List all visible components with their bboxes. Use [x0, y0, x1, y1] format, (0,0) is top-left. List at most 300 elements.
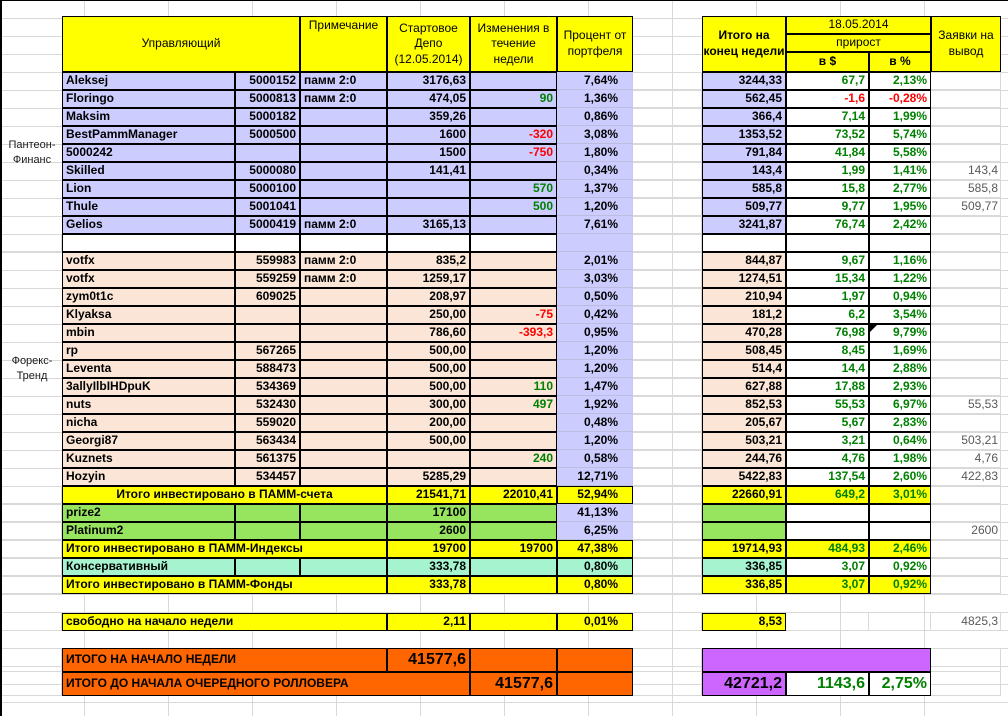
portfolio-pct-cell[interactable]: 1,37% — [557, 180, 633, 198]
note-cell[interactable] — [300, 198, 387, 216]
total-end-week-cell[interactable]: 1274,51 — [702, 270, 786, 288]
week-change-cell[interactable] — [470, 468, 557, 486]
account-number-cell[interactable]: 561375 — [235, 450, 300, 468]
manager-name-cell[interactable]: Gelios — [62, 216, 235, 234]
header-note[interactable]: Примечание — [300, 16, 387, 72]
withdraw-cell[interactable] — [931, 72, 1001, 90]
total-end-week-cell[interactable]: 22660,91 — [702, 486, 786, 504]
account-number-cell[interactable]: 5000152 — [235, 72, 300, 90]
total-start-label-cell[interactable]: ИТОГО НА НАЧАЛО НЕДЕЛИ — [62, 648, 387, 672]
note-cell[interactable]: памм 2:0 — [300, 252, 387, 270]
portfolio-pct-cell[interactable]: 1,47% — [557, 378, 633, 396]
week-change-cell[interactable] — [470, 342, 557, 360]
withdraw-cell[interactable]: 509,77 — [931, 198, 1001, 216]
portfolio-pct-cell[interactable]: 1,36% — [557, 90, 633, 108]
gain-pct-cell[interactable]: 2,77% — [869, 180, 931, 198]
total-end-week-cell[interactable]: 366,4 — [702, 108, 786, 126]
note-cell[interactable]: памм 2:0 — [300, 72, 387, 90]
week-change-cell[interactable] — [470, 360, 557, 378]
withdraw-cell[interactable] — [931, 324, 1001, 342]
note-cell[interactable] — [300, 324, 387, 342]
final-gain-usd-cell[interactable]: 1143,6 — [786, 672, 869, 696]
start-depo-cell[interactable]: 250,00 — [387, 306, 470, 324]
gain-pct-cell[interactable]: 6,97% — [869, 396, 931, 414]
note-cell[interactable] — [300, 306, 387, 324]
header-week-changes[interactable]: Изменения в течение недели — [470, 16, 557, 72]
gain-usd-cell[interactable]: 17,88 — [786, 378, 869, 396]
withdraw-cell[interactable] — [931, 576, 1001, 594]
total-end-week-cell[interactable]: 508,45 — [702, 342, 786, 360]
manager-name-cell[interactable]: votfx — [62, 270, 235, 288]
gain-pct-cell[interactable]: 1,69% — [869, 342, 931, 360]
gain-pct-cell[interactable]: 2,42% — [869, 216, 931, 234]
start-depo-cell[interactable]: 5285,29 — [387, 468, 470, 486]
gain-pct-cell[interactable]: 5,58% — [869, 144, 931, 162]
note-cell[interactable] — [300, 396, 387, 414]
start-depo-cell[interactable]: 786,60 — [387, 324, 470, 342]
total-end-week-cell[interactable]: 181,2 — [702, 306, 786, 324]
gain-usd-cell[interactable]: 1,97 — [786, 288, 869, 306]
summary-label-cell[interactable]: Итого инвестировано в ПАММ-счета — [62, 486, 387, 504]
gain-usd-cell[interactable]: 15,8 — [786, 180, 869, 198]
summary-label-cell[interactable]: Итого инвестировано в ПАММ-Фонды — [62, 576, 387, 594]
note-cell[interactable] — [300, 360, 387, 378]
week-change-cell[interactable] — [470, 108, 557, 126]
note-cell[interactable] — [300, 504, 387, 522]
total-end-week-cell[interactable]: 470,28 — [702, 324, 786, 342]
header-date[interactable]: 18.05.2014 — [786, 16, 931, 34]
withdraw-cell[interactable]: 422,83 — [931, 468, 1001, 486]
account-number-cell[interactable]: 567265 — [235, 342, 300, 360]
empty-cell[interactable] — [702, 234, 786, 252]
gain-usd-cell[interactable] — [786, 522, 869, 540]
start-depo-cell[interactable]: 333,78 — [387, 558, 470, 576]
portfolio-pct-cell[interactable]: 0,48% — [557, 414, 633, 432]
gain-pct-cell[interactable]: 2,83% — [869, 414, 931, 432]
note-cell[interactable] — [300, 558, 387, 576]
week-change-cell[interactable]: 22010,41 — [470, 486, 557, 504]
withdraw-cell[interactable] — [931, 270, 1001, 288]
withdraw-cell[interactable]: 143,4 — [931, 162, 1001, 180]
portfolio-pct-cell[interactable]: 47,38% — [557, 540, 633, 558]
account-number-cell[interactable] — [235, 144, 300, 162]
total-end-week-cell[interactable]: 3241,87 — [702, 216, 786, 234]
total-end-week-cell[interactable]: 585,8 — [702, 180, 786, 198]
portfolio-pct-cell[interactable] — [557, 234, 633, 252]
portfolio-pct-cell[interactable]: 41,13% — [557, 504, 633, 522]
free-label-cell[interactable]: свободно на начало недели — [62, 613, 387, 631]
gain-pct-cell[interactable]: 2,46% — [869, 540, 931, 558]
start-depo-cell[interactable]: 300,00 — [387, 396, 470, 414]
gain-pct-cell[interactable]: 3,01% — [869, 486, 931, 504]
free-depo-cell[interactable]: 2,11 — [387, 613, 470, 631]
gain-pct-cell[interactable]: 2,13% — [869, 72, 931, 90]
header-gain-usd[interactable]: в $ — [786, 52, 869, 72]
manager-name-cell[interactable]: Kuznets — [62, 450, 235, 468]
withdraw-cell[interactable]: 55,53 — [931, 396, 1001, 414]
free-withdraw-cell[interactable]: 4825,3 — [931, 613, 1001, 631]
manager-name-cell[interactable]: zym0t1c — [62, 288, 235, 306]
withdraw-cell[interactable] — [931, 306, 1001, 324]
manager-name-cell[interactable]: Lion — [62, 180, 235, 198]
final-gain-pct-cell[interactable]: 2,75% — [869, 672, 931, 696]
manager-name-cell[interactable]: nuts — [62, 396, 235, 414]
portfolio-pct-cell[interactable]: 1,20% — [557, 432, 633, 450]
start-depo-cell[interactable]: 500,00 — [387, 342, 470, 360]
portfolio-pct-cell[interactable]: 3,03% — [557, 270, 633, 288]
start-depo-cell[interactable]: 500,00 — [387, 360, 470, 378]
portfolio-pct-cell[interactable]: 7,61% — [557, 216, 633, 234]
week-change-cell[interactable] — [470, 216, 557, 234]
start-depo-cell[interactable]: 333,78 — [387, 576, 470, 594]
withdraw-cell[interactable]: 4,76 — [931, 450, 1001, 468]
header-withdraw-requests[interactable]: Заявки на вывод — [931, 16, 1001, 72]
portfolio-pct-cell[interactable]: 1,92% — [557, 396, 633, 414]
total-end-week-cell[interactable]: 844,87 — [702, 252, 786, 270]
rollover-label-cell[interactable]: ИТОГО ДО НАЧАЛА ОЧЕРЕДНОГО РОЛЛОВЕРА — [62, 672, 470, 696]
manager-name-cell[interactable]: Aleksej — [62, 72, 235, 90]
portfolio-pct-cell[interactable]: 7,64% — [557, 72, 633, 90]
header-gain-pct[interactable]: в % — [869, 52, 931, 72]
gain-usd-cell[interactable]: 55,53 — [786, 396, 869, 414]
free-pct-cell[interactable]: 0,01% — [557, 613, 633, 631]
empty-cell[interactable] — [786, 234, 869, 252]
portfolio-pct-cell[interactable]: 52,94% — [557, 486, 633, 504]
week-change-cell[interactable] — [470, 252, 557, 270]
withdraw-cell[interactable] — [931, 126, 1001, 144]
gain-usd-cell[interactable]: 67,7 — [786, 72, 869, 90]
withdraw-cell[interactable] — [931, 288, 1001, 306]
week-change-cell[interactable]: -320 — [470, 126, 557, 144]
total-end-week-cell[interactable]: 5422,83 — [702, 468, 786, 486]
note-cell[interactable] — [300, 144, 387, 162]
account-number-cell[interactable]: 609025 — [235, 288, 300, 306]
account-number-cell[interactable]: 588473 — [235, 360, 300, 378]
withdraw-cell[interactable] — [931, 252, 1001, 270]
gain-usd-cell[interactable]: 73,52 — [786, 126, 869, 144]
gain-usd-cell[interactable]: 41,84 — [786, 144, 869, 162]
portfolio-pct-cell[interactable]: 12,71% — [557, 468, 633, 486]
withdraw-cell[interactable] — [931, 486, 1001, 504]
gain-pct-cell[interactable]: 0,92% — [869, 558, 931, 576]
manager-name-cell[interactable]: BestPammManager — [62, 126, 235, 144]
account-number-cell[interactable] — [235, 558, 300, 576]
gain-pct-cell[interactable]: 1,22% — [869, 270, 931, 288]
week-change-cell[interactable]: 90 — [470, 90, 557, 108]
manager-name-cell[interactable]: Leventa — [62, 360, 235, 378]
week-change-cell[interactable] — [470, 576, 557, 594]
fund-name-cell[interactable]: Platinum2 — [62, 522, 235, 540]
start-depo-cell[interactable]: 17100 — [387, 504, 470, 522]
empty-cell[interactable] — [470, 234, 557, 252]
account-number-cell[interactable]: 5000182 — [235, 108, 300, 126]
account-number-cell[interactable] — [235, 324, 300, 342]
withdraw-cell[interactable]: 585,8 — [931, 180, 1001, 198]
manager-name-cell[interactable]: nicha — [62, 414, 235, 432]
portfolio-pct-cell[interactable]: 1,20% — [557, 342, 633, 360]
final-block-top-cell[interactable] — [702, 648, 931, 672]
gain-pct-cell[interactable] — [869, 504, 931, 522]
week-change-cell[interactable]: 240 — [470, 450, 557, 468]
account-number-cell[interactable]: 534457 — [235, 468, 300, 486]
total-end-week-cell[interactable]: 852,53 — [702, 396, 786, 414]
portfolio-pct-cell[interactable]: 0,58% — [557, 450, 633, 468]
account-number-cell[interactable]: 532430 — [235, 396, 300, 414]
start-depo-cell[interactable]: 835,2 — [387, 252, 470, 270]
start-depo-cell[interactable]: 1600 — [387, 126, 470, 144]
fund-name-cell[interactable]: prize2 — [62, 504, 235, 522]
account-number-cell[interactable]: 534369 — [235, 378, 300, 396]
note-cell[interactable]: памм 2:0 — [300, 270, 387, 288]
start-depo-cell[interactable]: 359,26 — [387, 108, 470, 126]
summary-label-cell[interactable]: Итого инвестировано в ПАММ-Индексы — [62, 540, 387, 558]
gain-usd-cell[interactable]: 484,93 — [786, 540, 869, 558]
account-number-cell[interactable] — [235, 522, 300, 540]
gain-pct-cell[interactable]: 2,60% — [869, 468, 931, 486]
start-depo-cell[interactable] — [387, 198, 470, 216]
start-depo-cell[interactable]: 500,00 — [387, 378, 470, 396]
week-change-cell[interactable]: -75 — [470, 306, 557, 324]
empty-cell[interactable] — [387, 234, 470, 252]
total-end-week-cell[interactable]: 205,67 — [702, 414, 786, 432]
gain-usd-cell[interactable]: 9,67 — [786, 252, 869, 270]
pct-block-cell[interactable] — [557, 672, 633, 696]
gain-usd-cell[interactable]: 15,34 — [786, 270, 869, 288]
gain-usd-cell[interactable]: 649,2 — [786, 486, 869, 504]
portfolio-pct-cell[interactable]: 0,95% — [557, 324, 633, 342]
gain-pct-cell[interactable]: 9,79% — [869, 324, 931, 342]
total-end-week-cell[interactable]: 1353,52 — [702, 126, 786, 144]
gain-pct-cell[interactable]: 1,95% — [869, 198, 931, 216]
portfolio-pct-cell[interactable]: 1,20% — [557, 360, 633, 378]
note-cell[interactable] — [300, 108, 387, 126]
gain-usd-cell[interactable]: 76,98 — [786, 324, 869, 342]
account-number-cell[interactable] — [235, 504, 300, 522]
empty-cell[interactable] — [62, 234, 235, 252]
start-depo-cell[interactable]: 3165,13 — [387, 216, 470, 234]
start-depo-cell[interactable]: 2600 — [387, 522, 470, 540]
account-number-cell[interactable]: 5000419 — [235, 216, 300, 234]
start-depo-cell[interactable]: 141,41 — [387, 162, 470, 180]
start-depo-cell[interactable]: 208,97 — [387, 288, 470, 306]
gain-pct-cell[interactable]: 5,74% — [869, 126, 931, 144]
note-cell[interactable] — [300, 432, 387, 450]
gain-pct-cell[interactable]: 0,92% — [869, 576, 931, 594]
total-end-week-cell[interactable]: 514,4 — [702, 360, 786, 378]
note-cell[interactable] — [300, 288, 387, 306]
header-total-end-week[interactable]: Итого на конец недели — [702, 16, 786, 72]
fund-name-cell[interactable]: Консервативный — [62, 558, 235, 576]
final-total-cell[interactable]: 42721,2 — [702, 672, 786, 696]
note-cell[interactable] — [300, 378, 387, 396]
note-cell[interactable] — [300, 180, 387, 198]
rollover-value-cell[interactable]: 41577,6 — [470, 672, 557, 696]
withdraw-cell[interactable] — [931, 108, 1001, 126]
pct-block-cell[interactable] — [557, 648, 633, 672]
total-end-week-cell[interactable]: 791,84 — [702, 144, 786, 162]
account-number-cell[interactable]: 5000100 — [235, 180, 300, 198]
start-depo-cell[interactable]: 200,00 — [387, 414, 470, 432]
manager-name-cell[interactable]: Maksim — [62, 108, 235, 126]
week-change-cell[interactable] — [470, 270, 557, 288]
portfolio-pct-cell[interactable]: 0,34% — [557, 162, 633, 180]
note-cell[interactable] — [300, 414, 387, 432]
start-depo-cell[interactable]: 474,05 — [387, 90, 470, 108]
manager-name-cell[interactable]: mbin — [62, 324, 235, 342]
week-change-cell[interactable] — [470, 414, 557, 432]
header-start-depo[interactable]: Стартовое Депо (12.05.2014) — [387, 16, 470, 72]
section-label-forex-trend[interactable]: Форекс-Тренд — [11, 355, 53, 382]
manager-name-cell[interactable]: 3allyIlbIHDpuK — [62, 378, 235, 396]
manager-name-cell[interactable]: Georgi87 — [62, 432, 235, 450]
manager-name-cell[interactable]: Klyaksa — [62, 306, 235, 324]
week-change-cell[interactable] — [470, 162, 557, 180]
header-manager[interactable]: Управляющий — [62, 16, 300, 72]
start-depo-cell[interactable]: 3176,63 — [387, 72, 470, 90]
week-change-cell[interactable]: -393,3 — [470, 324, 557, 342]
week-change-cell[interactable]: 570 — [470, 180, 557, 198]
gain-usd-cell[interactable]: -1,6 — [786, 90, 869, 108]
week-change-cell[interactable]: 497 — [470, 396, 557, 414]
account-number-cell[interactable]: 563434 — [235, 432, 300, 450]
gain-pct-cell[interactable]: 2,93% — [869, 378, 931, 396]
account-number-cell[interactable] — [235, 306, 300, 324]
gain-pct-cell[interactable]: 1,16% — [869, 252, 931, 270]
note-cell[interactable]: памм 2:0 — [300, 90, 387, 108]
manager-name-cell[interactable]: 5000242 — [62, 144, 235, 162]
gain-usd-cell[interactable]: 8,45 — [786, 342, 869, 360]
manager-name-cell[interactable]: Thule — [62, 198, 235, 216]
note-cell[interactable] — [300, 162, 387, 180]
note-cell[interactable] — [300, 342, 387, 360]
total-end-week-cell[interactable]: 627,88 — [702, 378, 786, 396]
total-start-value-cell[interactable]: 41577,6 — [387, 648, 470, 672]
gain-usd-cell[interactable] — [786, 504, 869, 522]
total-end-week-cell[interactable]: 336,85 — [702, 558, 786, 576]
week-change-cell[interactable]: 500 — [470, 198, 557, 216]
manager-name-cell[interactable]: Skilled — [62, 162, 235, 180]
empty-cell[interactable] — [470, 648, 557, 672]
total-end-week-cell[interactable]: 244,76 — [702, 450, 786, 468]
portfolio-pct-cell[interactable]: 0,80% — [557, 576, 633, 594]
manager-name-cell[interactable]: Hozyin — [62, 468, 235, 486]
withdraw-cell[interactable] — [931, 216, 1001, 234]
free-total-cell[interactable]: 8,53 — [702, 613, 786, 631]
manager-name-cell[interactable]: rp — [62, 342, 235, 360]
week-change-cell[interactable] — [470, 432, 557, 450]
start-depo-cell[interactable] — [387, 180, 470, 198]
gain-usd-cell[interactable]: 5,67 — [786, 414, 869, 432]
withdraw-cell[interactable] — [931, 414, 1001, 432]
gain-usd-cell[interactable]: 7,14 — [786, 108, 869, 126]
header-gain[interactable]: прирост — [786, 34, 931, 52]
gain-usd-cell[interactable]: 6,2 — [786, 306, 869, 324]
withdraw-cell[interactable] — [931, 144, 1001, 162]
account-number-cell[interactable]: 5000080 — [235, 162, 300, 180]
account-number-cell[interactable]: 559020 — [235, 414, 300, 432]
gain-pct-cell[interactable]: 0,94% — [869, 288, 931, 306]
total-end-week-cell[interactable]: 3244,33 — [702, 72, 786, 90]
note-cell[interactable] — [300, 468, 387, 486]
header-portfolio-pct[interactable]: Процент от портфеля — [557, 16, 633, 72]
account-number-cell[interactable]: 559259 — [235, 270, 300, 288]
withdraw-cell[interactable] — [931, 234, 1001, 252]
withdraw-cell[interactable] — [931, 90, 1001, 108]
withdraw-cell[interactable] — [931, 378, 1001, 396]
note-cell[interactable] — [300, 450, 387, 468]
withdraw-cell[interactable]: 2600 — [931, 522, 1001, 540]
total-end-week-cell[interactable]: 509,77 — [702, 198, 786, 216]
portfolio-pct-cell[interactable]: 1,80% — [557, 144, 633, 162]
week-change-cell[interactable] — [470, 288, 557, 306]
withdraw-cell[interactable] — [931, 558, 1001, 576]
portfolio-pct-cell[interactable]: 0,50% — [557, 288, 633, 306]
total-end-week-cell[interactable]: 210,94 — [702, 288, 786, 306]
total-end-week-cell[interactable] — [702, 522, 786, 540]
empty-cell[interactable] — [869, 234, 931, 252]
section-label-panteon-finans[interactable]: Пантеон-Финанс — [8, 139, 56, 166]
gain-pct-cell[interactable]: 1,98% — [869, 450, 931, 468]
gain-pct-cell[interactable]: 1,41% — [869, 162, 931, 180]
start-depo-cell[interactable]: 21541,71 — [387, 486, 470, 504]
week-change-cell[interactable] — [470, 72, 557, 90]
withdraw-cell[interactable] — [931, 540, 1001, 558]
total-end-week-cell[interactable]: 19714,93 — [702, 540, 786, 558]
gain-usd-cell[interactable]: 3,07 — [786, 558, 869, 576]
gain-pct-cell[interactable]: 0,64% — [869, 432, 931, 450]
empty-cell[interactable] — [235, 234, 300, 252]
portfolio-pct-cell[interactable]: 3,08% — [557, 126, 633, 144]
total-end-week-cell[interactable]: 562,45 — [702, 90, 786, 108]
gain-usd-cell[interactable]: 14,4 — [786, 360, 869, 378]
manager-name-cell[interactable]: Floringo — [62, 90, 235, 108]
free-change-cell[interactable] — [470, 613, 557, 631]
gain-usd-cell[interactable]: 1,99 — [786, 162, 869, 180]
account-number-cell[interactable]: 5000500 — [235, 126, 300, 144]
gain-usd-cell[interactable]: 4,76 — [786, 450, 869, 468]
note-cell[interactable] — [300, 522, 387, 540]
start-depo-cell[interactable]: 500,00 — [387, 432, 470, 450]
portfolio-pct-cell[interactable]: 0,80% — [557, 558, 633, 576]
week-change-cell[interactable]: 110 — [470, 378, 557, 396]
week-change-cell[interactable]: 19700 — [470, 540, 557, 558]
note-cell[interactable]: памм 2:0 — [300, 216, 387, 234]
gain-pct-cell[interactable] — [869, 522, 931, 540]
gain-pct-cell[interactable]: 3,54% — [869, 306, 931, 324]
gain-usd-cell[interactable]: 9,77 — [786, 198, 869, 216]
total-end-week-cell[interactable] — [702, 504, 786, 522]
portfolio-pct-cell[interactable]: 0,42% — [557, 306, 633, 324]
gain-pct-cell[interactable]: 2,88% — [869, 360, 931, 378]
week-change-cell[interactable] — [470, 522, 557, 540]
account-number-cell[interactable]: 5000813 — [235, 90, 300, 108]
total-end-week-cell[interactable]: 503,21 — [702, 432, 786, 450]
portfolio-pct-cell[interactable]: 0,86% — [557, 108, 633, 126]
gain-usd-cell[interactable]: 3,21 — [786, 432, 869, 450]
start-depo-cell[interactable]: 1500 — [387, 144, 470, 162]
gain-pct-cell[interactable]: 1,99% — [869, 108, 931, 126]
portfolio-pct-cell[interactable]: 1,20% — [557, 198, 633, 216]
start-depo-cell[interactable]: 19700 — [387, 540, 470, 558]
week-change-cell[interactable] — [470, 558, 557, 576]
portfolio-pct-cell[interactable]: 2,01% — [557, 252, 633, 270]
withdraw-cell[interactable] — [931, 342, 1001, 360]
withdraw-cell[interactable]: 503,21 — [931, 432, 1001, 450]
note-cell[interactable] — [300, 126, 387, 144]
gain-pct-cell[interactable]: -0,28% — [869, 90, 931, 108]
total-end-week-cell[interactable]: 143,4 — [702, 162, 786, 180]
withdraw-cell[interactable] — [931, 360, 1001, 378]
